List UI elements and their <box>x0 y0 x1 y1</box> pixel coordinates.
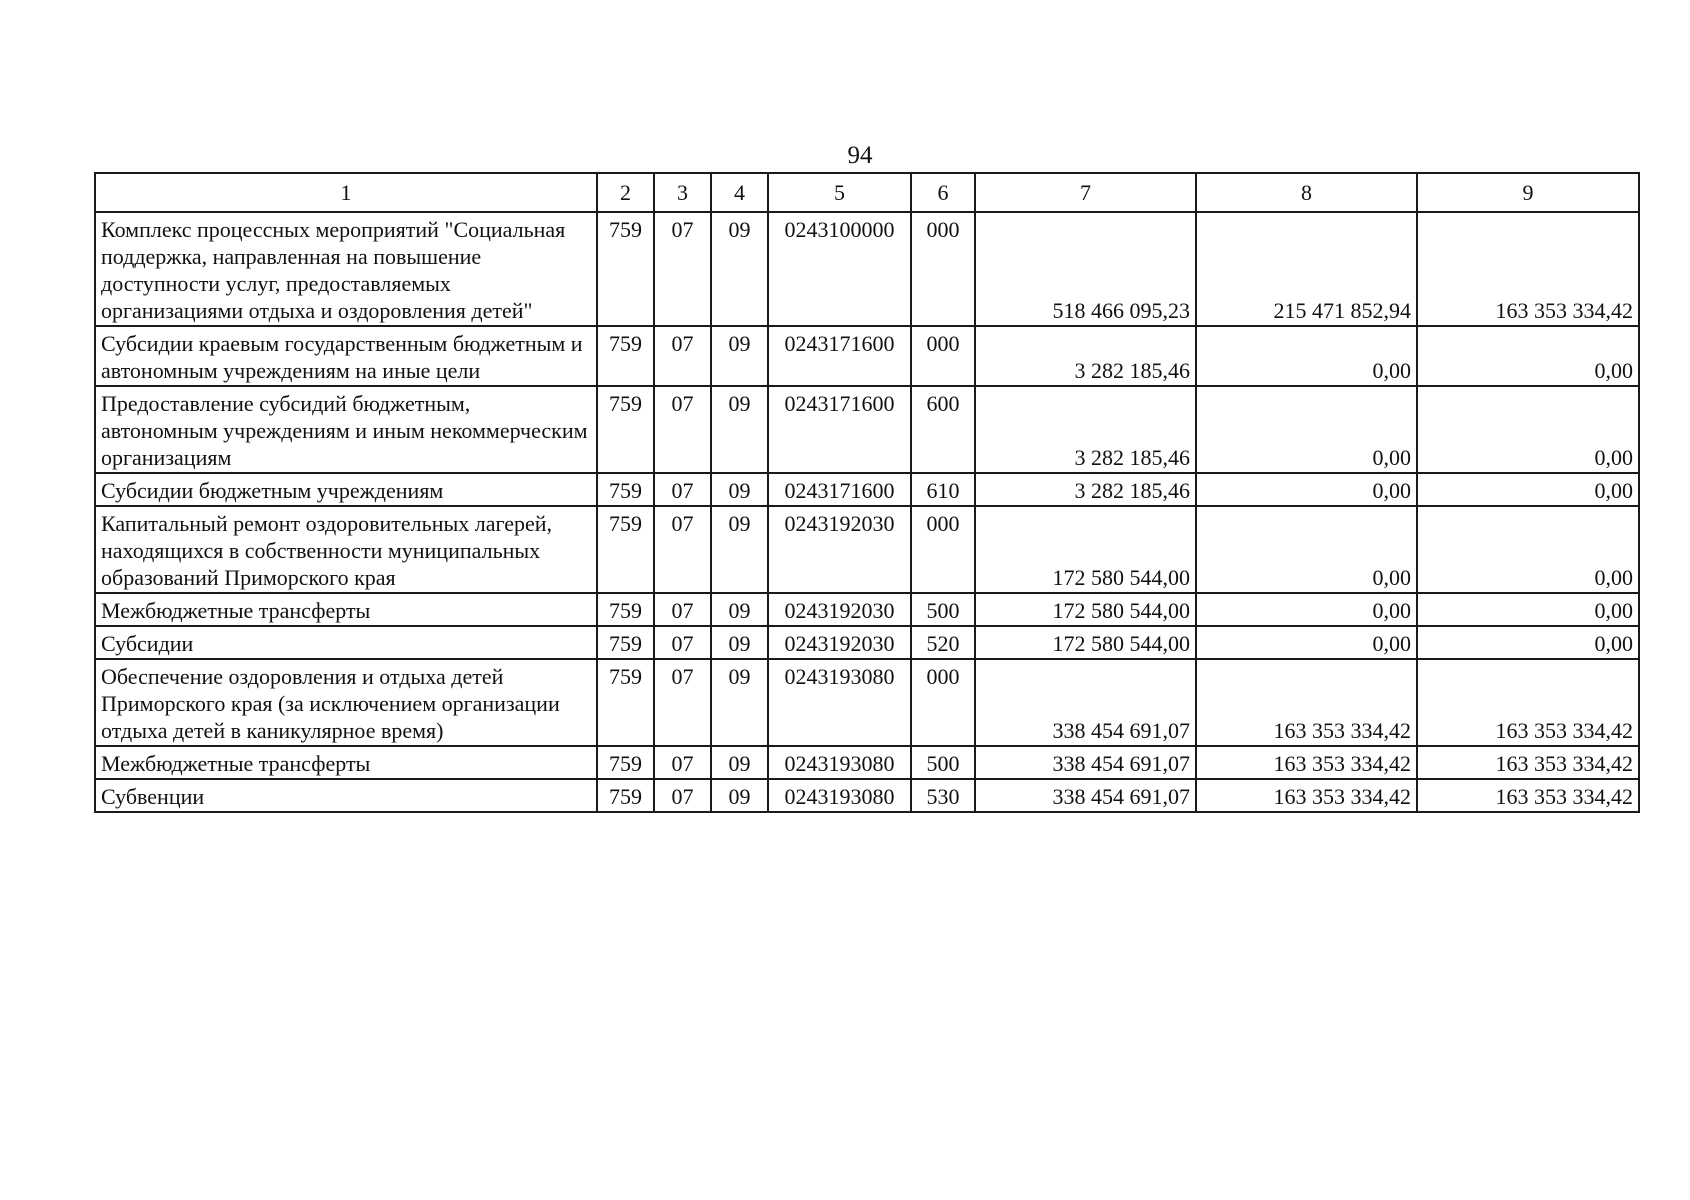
row-name: Субсидии краевым государственным бюджетным и автономным учреждениям на иные цели <box>95 326 597 386</box>
cell-department: 759 <box>597 659 654 746</box>
table-row <box>95 626 1639 659</box>
cell-section: 07 <box>654 326 711 386</box>
cell-amount-7: 518 466 095,23 <box>975 212 1196 326</box>
cell-expense-type: 500 <box>911 593 975 626</box>
cell-amount-7: 3 282 185,46 <box>975 326 1196 386</box>
cell-expense-type: 000 <box>911 326 975 386</box>
cell-amount-9: 0,00 <box>1417 593 1639 626</box>
cell-amount-9: 163 353 334,42 <box>1417 746 1639 779</box>
cell-department: 759 <box>597 593 654 626</box>
column-header: 7 <box>975 173 1196 212</box>
cell-target-code: 0243171600 <box>768 473 911 506</box>
cell-target-code: 0243192030 <box>768 593 911 626</box>
page-number: 94 <box>847 142 873 169</box>
cell-section: 07 <box>654 659 711 746</box>
cell-amount-9: 0,00 <box>1417 326 1639 386</box>
cell-department: 759 <box>597 326 654 386</box>
cell-amount-7: 338 454 691,07 <box>975 746 1196 779</box>
table-row <box>95 746 1639 779</box>
cell-amount-7: 3 282 185,46 <box>975 386 1196 473</box>
cell-amount-9: 163 353 334,42 <box>1417 212 1639 326</box>
row-name: Межбюджетные трансферты <box>95 746 597 779</box>
cell-expense-type: 610 <box>911 473 975 506</box>
cell-target-code: 0243193080 <box>768 659 911 746</box>
cell-expense-type: 000 <box>911 506 975 593</box>
table-row <box>95 779 1639 812</box>
cell-target-code: 0243171600 <box>768 326 911 386</box>
cell-department: 759 <box>597 626 654 659</box>
cell-department: 759 <box>597 473 654 506</box>
cell-amount-9: 0,00 <box>1417 506 1639 593</box>
cell-amount-9: 163 353 334,42 <box>1417 779 1639 812</box>
table-row <box>95 659 1639 746</box>
cell-subsection: 09 <box>711 473 768 506</box>
cell-amount-7: 172 580 544,00 <box>975 506 1196 593</box>
cell-section: 07 <box>654 746 711 779</box>
cell-amount-9: 163 353 334,42 <box>1417 659 1639 746</box>
cell-amount-8: 0,00 <box>1196 506 1417 593</box>
cell-expense-type: 000 <box>911 212 975 326</box>
cell-amount-7: 338 454 691,07 <box>975 779 1196 812</box>
cell-expense-type: 600 <box>911 386 975 473</box>
column-header: 2 <box>597 173 654 212</box>
cell-subsection: 09 <box>711 659 768 746</box>
cell-department: 759 <box>597 386 654 473</box>
cell-expense-type: 530 <box>911 779 975 812</box>
table-row <box>95 212 1639 326</box>
column-header: 3 <box>654 173 711 212</box>
cell-section: 07 <box>654 386 711 473</box>
column-header: 9 <box>1417 173 1639 212</box>
row-name: Комплекс процессных мероприятий "Социальная поддержка, направленная на повышение доступности услуг, предоставляемых организациями отдыха и оздоровления детей" <box>95 212 597 326</box>
cell-section: 07 <box>654 473 711 506</box>
cell-subsection: 09 <box>711 386 768 473</box>
row-name: Субвенции <box>95 779 597 812</box>
cell-section: 07 <box>654 626 711 659</box>
column-header: 4 <box>711 173 768 212</box>
table-row <box>95 593 1639 626</box>
cell-target-code: 0243171600 <box>768 386 911 473</box>
column-header: 5 <box>768 173 911 212</box>
cell-amount-9: 0,00 <box>1417 626 1639 659</box>
cell-amount-8: 163 353 334,42 <box>1196 779 1417 812</box>
table-row <box>95 326 1639 386</box>
cell-section: 07 <box>654 506 711 593</box>
row-name: Межбюджетные трансферты <box>95 593 597 626</box>
row-name: Предоставление субсидий бюджетным, автономным учреждениям и иным некоммерческим организациям <box>95 386 597 473</box>
cell-amount-7: 338 454 691,07 <box>975 659 1196 746</box>
cell-amount-7: 3 282 185,46 <box>975 473 1196 506</box>
cell-target-code: 0243192030 <box>768 506 911 593</box>
cell-target-code: 0243193080 <box>768 746 911 779</box>
cell-amount-9: 0,00 <box>1417 473 1639 506</box>
cell-amount-7: 172 580 544,00 <box>975 593 1196 626</box>
cell-department: 759 <box>597 212 654 326</box>
cell-subsection: 09 <box>711 506 768 593</box>
column-number-row <box>95 173 1639 212</box>
cell-amount-9: 0,00 <box>1417 386 1639 473</box>
column-header: 6 <box>911 173 975 212</box>
cell-section: 07 <box>654 779 711 812</box>
cell-amount-8: 0,00 <box>1196 386 1417 473</box>
cell-target-code: 0243192030 <box>768 626 911 659</box>
cell-amount-8: 0,00 <box>1196 593 1417 626</box>
cell-target-code: 0243193080 <box>768 779 911 812</box>
cell-subsection: 09 <box>711 593 768 626</box>
cell-subsection: 09 <box>711 626 768 659</box>
cell-department: 759 <box>597 506 654 593</box>
column-header: 1 <box>95 173 597 212</box>
cell-amount-8: 0,00 <box>1196 326 1417 386</box>
cell-amount-8: 215 471 852,94 <box>1196 212 1417 326</box>
table-row <box>95 506 1639 593</box>
table-row <box>95 386 1639 473</box>
cell-amount-8: 0,00 <box>1196 473 1417 506</box>
row-name: Субсидии <box>95 626 597 659</box>
budget-table <box>94 172 1640 813</box>
cell-department: 759 <box>597 746 654 779</box>
cell-amount-8: 163 353 334,42 <box>1196 659 1417 746</box>
cell-subsection: 09 <box>711 746 768 779</box>
cell-subsection: 09 <box>711 212 768 326</box>
cell-expense-type: 500 <box>911 746 975 779</box>
table-row <box>95 473 1639 506</box>
row-name: Обеспечение оздоровления и отдыха детей Приморского края (за исключением организации отдыха детей в каникулярное время) <box>95 659 597 746</box>
cell-amount-8: 163 353 334,42 <box>1196 746 1417 779</box>
cell-expense-type: 520 <box>911 626 975 659</box>
column-header: 8 <box>1196 173 1417 212</box>
cell-subsection: 09 <box>711 779 768 812</box>
cell-amount-8: 0,00 <box>1196 626 1417 659</box>
cell-expense-type: 000 <box>911 659 975 746</box>
cell-amount-7: 172 580 544,00 <box>975 626 1196 659</box>
row-name: Капитальный ремонт оздоровительных лагерей, находящихся в собственности муниципальных образований Приморского края <box>95 506 597 593</box>
cell-section: 07 <box>654 593 711 626</box>
cell-section: 07 <box>654 212 711 326</box>
cell-department: 759 <box>597 779 654 812</box>
cell-subsection: 09 <box>711 326 768 386</box>
cell-target-code: 0243100000 <box>768 212 911 326</box>
row-name: Субсидии бюджетным учреждениям <box>95 473 597 506</box>
